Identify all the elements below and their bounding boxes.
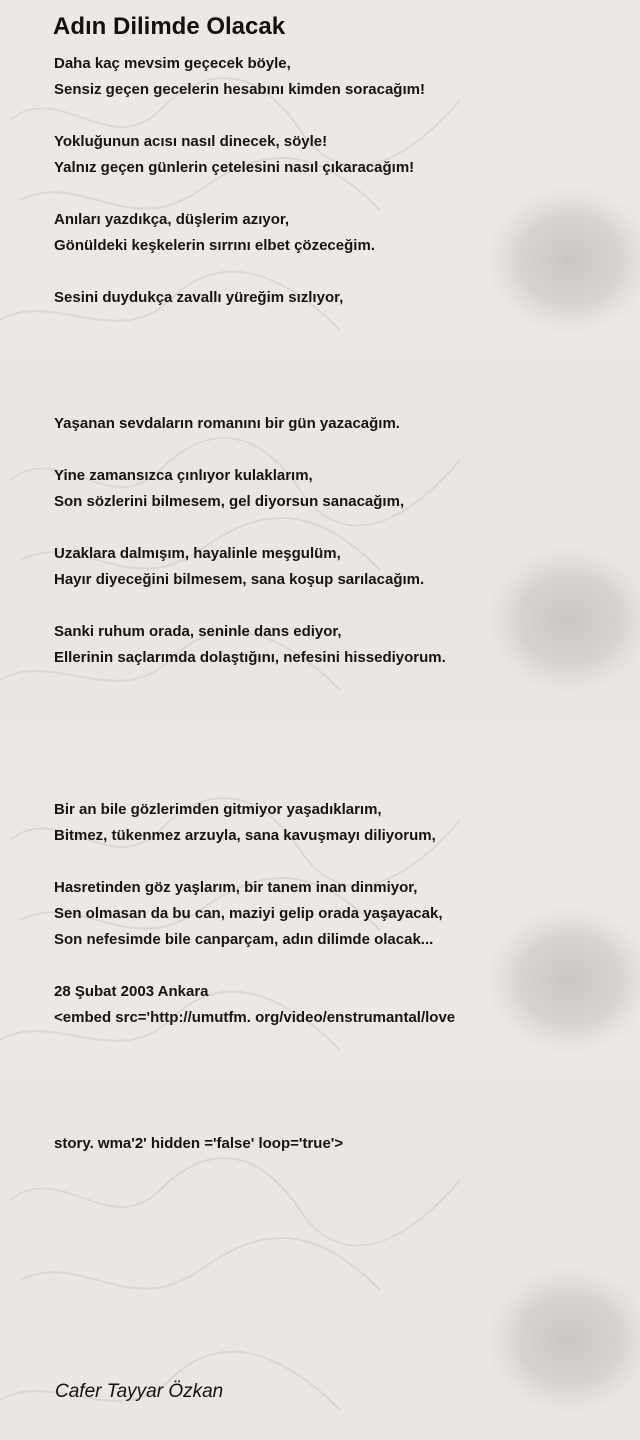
poem-line: Hasretinden göz yaşlarım, bir tanem inan dinmiyor, [54,879,418,896]
poem-line: Bitmez, tükenmez arzuyla, sana kavuşmayı diliyorum, [54,827,436,844]
poem-line: Sen olmasan da bu can, maziyi gelip orada yaşayacak, [54,905,443,922]
poem-line: Yokluğunun acısı nasıl dinecek, söyle! [54,133,328,150]
poem-line: story. wma'2' hidden ='false' loop='true'> [54,1135,344,1152]
poem-line: Sensiz geçen gecelerin hesabını kimden soracağım! [54,81,425,98]
poem-line: Daha kaç mevsim geçecek böyle, [54,55,291,72]
poem-line: Yine zamansızca çınlıyor kulaklarım, [54,467,313,484]
poem-line: Ellerinin saçlarımda dolaştığını, nefesini hissediyorum. [54,649,446,666]
poem-author: Cafer Tayyar Özkan [55,1381,224,1402]
poem-line: Yaşanan sevdaların romanını bir gün yazacağım. [54,415,400,432]
poem-line: Gönüldeki keşkelerin sırrını elbet çözeceğim. [54,237,375,254]
poem-line: Hayır diyeceğini bilmesem, sana koşup sarılacağım. [54,571,425,588]
poem-title: Adın Dilimde Olacak [53,13,286,40]
poem-line: Bir an bile gözlerimden gitmiyor yaşadıklarım, [54,801,382,818]
poem-date: 28 Şubat 2003 Ankara [54,983,209,1000]
poem-line: Son nefesimde bile canparçam, adın dilimde olacak... [54,931,434,948]
poem-line: Uzaklara dalmışım, hayalinle meşgulüm, [54,545,341,562]
poem-line: Anıları yazdıkça, düşlerim azıyor, [54,211,290,228]
poem-line: Sesini duydukça zavallı yüreğim sızlıyor, [54,289,344,306]
poem-line: Sanki ruhum orada, seninle dans ediyor, [54,623,342,640]
poem-line: Son sözlerini bilmesem, gel diyorsun sanacağım, [54,493,405,510]
poem-line: Yalnız geçen günlerin çetelesini nasıl çıkaracağım! [54,159,415,176]
poem-line: <embed src='http://umutfm. org/video/enstrumantal/love [54,1009,456,1026]
